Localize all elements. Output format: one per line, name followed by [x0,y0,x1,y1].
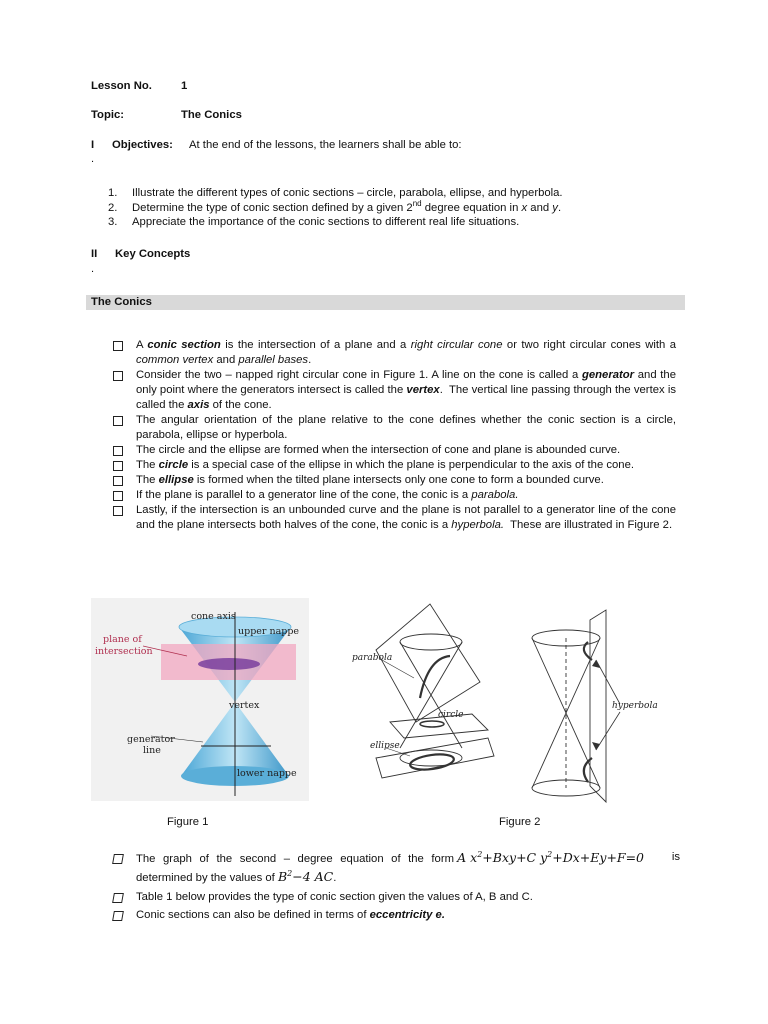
checkbox-icon [112,911,124,921]
ellipse-curve [409,752,455,772]
concept-item: Lastly, if the intersection is an unbounded curve and the plane is not parallel to a generator line of the cone and the plane intersects both halves of the cone, the conic is a hyperbola. These are illustrated in Figure 2. [113,503,676,533]
label-line: line [143,745,161,756]
checkbox-icon [113,341,123,351]
concept-item: If the plane is parallel to a generator line of the cone, the conic is a parabola. [113,488,676,503]
checkbox-icon [113,416,123,426]
key-concepts-label: Key Concepts [115,248,191,260]
objective-item: 3. Appreciate the importance of the conic sections to different real life situations. [108,216,520,229]
figure-2-conic-sections [342,598,690,808]
objective-text: Illustrate the different types of conic sections – circle, parabola, ellipse, and hyperbola. [132,187,563,199]
circle-curve [420,721,444,727]
label-hyperbola: hyperbola [612,701,658,711]
concept-item: A conic section is the intersection of a plane and a right circular cone or two right circular cones with a common vertex and parallel bases. [113,338,676,368]
concept-item: Table 1 below provides the type of conic section given the values of A, B and C. [113,890,680,905]
left-cone-top-rim [400,634,462,650]
label-upper-nappe: upper nappe [238,626,300,637]
section-band [86,295,685,310]
label-plane: plane of [103,634,142,645]
key-concepts-numeral: II [91,248,98,260]
checkbox-icon [113,371,123,381]
concept-item: Consider the two – napped right circular cone in Figure 1. A line on the cone is called a generator and the only point where the generators intersect is called the vertex. The vertical line passing through the vertex is called the axis of the cone. [113,368,676,413]
general-equation: A $x^2+Bxy+C$ $y^2+Dx+Ey+F=0$ [457,849,645,865]
concept-item: Conic sections can also be defined in terms of eccentricity e. [113,908,680,923]
concept-item: The circle is a special case of the ellipse in which the plane is perpendicular to the axis of the cone. [113,458,676,473]
hyperbola-lower-branch [584,758,592,782]
objective-text: Appreciate the importance of the conic sections to different real life situations. [132,216,520,229]
figure-1-caption: Figure 1 [167,816,209,828]
checkbox-icon [113,506,123,516]
discriminant: $B^2-4$ AC [277,868,334,884]
lesson-number: 1 [181,80,188,92]
intersection-ellipse [198,658,260,670]
objective-item: 2. Determine the type of conic section defined by a given 2nd degree equation in x and y. [108,198,562,214]
objectives-numeral: I [91,139,95,151]
label-circle: circle [438,710,464,720]
checkbox-icon [112,854,124,864]
concept-item: The graph of the second – degree equation of the form A $x^2+Bxy+C$ $y^2+Dx+Ey+F=0$ is determined by the values of $B^2-4$ AC. [113,849,680,887]
topic-value: The Conics [181,109,242,121]
objectives-label: Objectives: [112,139,173,151]
figure-1-double-cone [91,598,309,801]
concept-list-2 [113,849,680,923]
concept-item: The circle and the ellipse are formed when the intersection of cone and plane is abounded curve. [113,443,676,458]
label-parabola: parabola [352,653,393,663]
figure-2-caption: Figure 2 [499,816,541,828]
label-ellipse: ellipse [370,741,400,751]
concept-list [113,338,676,533]
lesson-label: Lesson No. [91,80,152,92]
objective-item: 1. Illustrate the different types of conic sections – circle, parabola, ellipse, and hyperbola. [108,187,563,199]
objectives-intro: At the end of the lessons, the learners shall be able to: [189,139,462,151]
concept-item: The ellipse is formed when the tilted plane intersects only one cone to form a bounded curve. [113,473,676,488]
topic-label: Topic: [91,109,125,121]
checkbox-icon [113,446,123,456]
parabola-curve [420,656,450,698]
checkbox-icon [113,461,123,471]
bullet-dot: . [91,263,95,275]
objectives-list [108,186,563,230]
hyperbola-plane [590,610,606,802]
label-vertex: vertex [229,700,260,711]
bullet-dot: . [91,153,95,165]
section-title: The Conics [91,296,152,308]
checkbox-icon [113,476,123,486]
concept-item: The angular orientation of the plane relative to the cone defines whether the conic section is a circle, parabola, ellipse or hyperbola. [113,413,676,443]
label-generator: generator [127,734,175,745]
parabola-plane [376,604,480,722]
checkbox-icon [112,893,124,903]
label-cone-axis: cone axis [191,611,236,622]
label-lower-nappe: lower nappe [237,768,297,779]
checkbox-icon [113,491,123,501]
label-intersection: intersection [95,646,153,657]
